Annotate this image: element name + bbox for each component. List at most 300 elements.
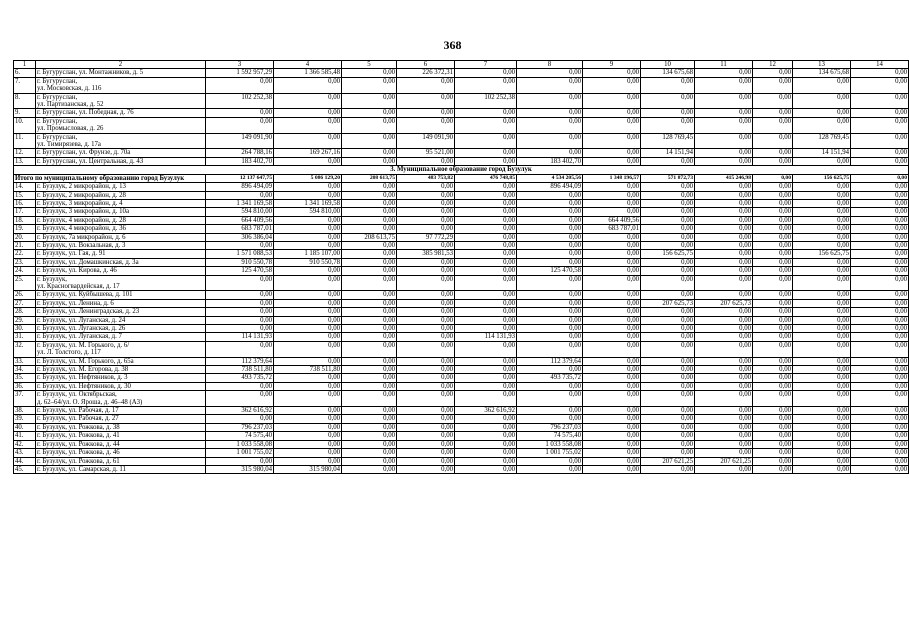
value-cell: 0,00 [455, 69, 517, 77]
value-cell: 664 409,56 [206, 216, 274, 224]
total-value: 5 086 129,20 [274, 174, 342, 182]
value-cell: 0,00 [753, 308, 793, 316]
value-cell: 0,00 [517, 191, 583, 199]
value-cell: 0,00 [583, 308, 641, 316]
row-address: г. Бузулук, ул. Рабочая, д. 27 [36, 415, 206, 423]
value-cell: 0,00 [583, 440, 641, 448]
value-cell: 0,00 [455, 341, 517, 357]
header-cell: 9 [583, 61, 641, 69]
value-cell: 0,00 [274, 299, 342, 307]
value-cell: 0,00 [517, 316, 583, 324]
value-cell: 0,00 [455, 374, 517, 382]
value-cell: 0,00 [753, 457, 793, 465]
value-cell: 0,00 [517, 216, 583, 224]
value-cell: 0,00 [753, 233, 793, 241]
value-cell: 0,00 [455, 157, 517, 165]
value-cell: 125 470,58 [206, 267, 274, 275]
value-cell: 14 151,94 [793, 149, 851, 157]
value-cell: 796 237,03 [517, 423, 583, 431]
value-cell: 0,00 [455, 308, 517, 316]
row-number: 13. [14, 157, 36, 165]
value-cell: 0,00 [641, 407, 695, 415]
value-cell: 0,00 [455, 258, 517, 266]
value-cell: 0,00 [753, 374, 793, 382]
data-table [13, 60, 909, 474]
value-cell: 0,00 [793, 325, 851, 333]
value-cell: 0,00 [753, 191, 793, 199]
value-cell: 0,00 [793, 291, 851, 299]
value-cell: 0,00 [753, 423, 793, 431]
value-cell: 0,00 [583, 208, 641, 216]
row-address: г. Бузулук, ул. Рожкова, д. 46 [36, 449, 206, 457]
value-cell: 0,00 [517, 291, 583, 299]
value-cell: 0,00 [851, 308, 909, 316]
value-cell: 0,00 [851, 109, 909, 117]
value-cell: 0,00 [274, 374, 342, 382]
value-cell: 0,00 [753, 275, 793, 291]
value-cell: 0,00 [206, 299, 274, 307]
value-cell: 0,00 [397, 308, 455, 316]
value-cell: 0,00 [695, 325, 753, 333]
total-row [14, 174, 909, 182]
value-cell: 0,00 [641, 357, 695, 365]
row-number: 11. [14, 133, 36, 149]
value-cell: 0,00 [851, 357, 909, 365]
value-cell: 0,00 [583, 407, 641, 415]
value-cell: 0,00 [695, 93, 753, 109]
row-number: 32. [14, 341, 36, 357]
value-cell: 0,00 [583, 157, 641, 165]
value-cell: 0,00 [342, 374, 397, 382]
value-cell: 0,00 [206, 291, 274, 299]
total-value: 4 534 205,56 [517, 174, 583, 182]
table-row [14, 157, 909, 165]
value-cell: 0,00 [851, 407, 909, 415]
value-cell: 0,00 [583, 415, 641, 423]
section-row [14, 166, 909, 174]
table-row [14, 133, 909, 149]
value-cell: 169 267,16 [274, 149, 342, 157]
value-cell: 0,00 [695, 267, 753, 275]
value-cell: 0,00 [851, 250, 909, 258]
value-cell: 0,00 [397, 77, 455, 93]
value-cell: 0,00 [455, 316, 517, 324]
value-cell: 0,00 [793, 109, 851, 117]
page-number: 368 [443, 38, 462, 52]
value-cell: 0,00 [206, 275, 274, 291]
value-cell: 0,00 [397, 374, 455, 382]
table-row [14, 199, 909, 207]
value-cell: 0,00 [793, 216, 851, 224]
total-value: 1 348 196,57 [583, 174, 641, 182]
value-cell: 0,00 [851, 241, 909, 249]
value-cell: 0,00 [695, 391, 753, 407]
value-cell: 0,00 [274, 333, 342, 341]
value-cell: 0,00 [342, 333, 397, 341]
value-cell: 1 571 088,53 [206, 250, 274, 258]
value-cell: 0,00 [793, 357, 851, 365]
value-cell: 0,00 [342, 366, 397, 374]
value-cell: 0,00 [517, 77, 583, 93]
value-cell: 0,00 [793, 382, 851, 390]
row-address: г. Бузулук, ул. Рожкова, д. 38 [36, 423, 206, 431]
value-cell: 0,00 [641, 415, 695, 423]
value-cell: 0,00 [793, 407, 851, 415]
value-cell: 0,00 [753, 267, 793, 275]
value-cell: 0,00 [274, 275, 342, 291]
value-cell: 0,00 [851, 191, 909, 199]
row-address: г. Бузулук, 2 микрорайон, д. 28 [36, 191, 206, 199]
row-address: г. Бузулук, 4 микрорайон, д. 36 [36, 225, 206, 233]
row-address: г. Бузулук, ул. Рабочая, д. 17 [36, 407, 206, 415]
value-cell: 0,00 [342, 225, 397, 233]
value-cell: 0,00 [274, 391, 342, 407]
value-cell: 156 625,75 [641, 250, 695, 258]
header-cell: 6 [397, 61, 455, 69]
value-cell: 0,00 [583, 191, 641, 199]
value-cell: 0,00 [793, 465, 851, 473]
value-cell: 0,00 [342, 258, 397, 266]
header-cell: 14 [851, 61, 909, 69]
value-cell: 0,00 [583, 432, 641, 440]
table-row [14, 117, 909, 133]
value-cell: 0,00 [342, 216, 397, 224]
value-cell: 0,00 [793, 208, 851, 216]
row-address: г. Бузулук, 2 микрорайон, д. 13 [36, 183, 206, 191]
value-cell: 0,00 [583, 325, 641, 333]
total-value: 0,00 [753, 174, 793, 182]
value-cell: 0,00 [397, 423, 455, 431]
value-cell: 0,00 [397, 449, 455, 457]
value-cell: 0,00 [342, 250, 397, 258]
row-number: 40. [14, 423, 36, 431]
value-cell: 0,00 [206, 316, 274, 324]
value-cell: 0,00 [206, 241, 274, 249]
value-cell: 0,00 [583, 316, 641, 324]
value-cell: 0,00 [753, 133, 793, 149]
value-cell: 0,00 [793, 183, 851, 191]
value-cell: 0,00 [455, 233, 517, 241]
value-cell: 0,00 [397, 407, 455, 415]
table-row [14, 423, 909, 431]
row-address: г. Бузулук, ул. Домашкинская, д. 3а [36, 258, 206, 266]
value-cell: 0,00 [397, 341, 455, 357]
value-cell: 0,00 [397, 333, 455, 341]
value-cell: 1 366 585,48 [274, 69, 342, 77]
section-title: 3. Муниципальное образование город Бузулук [14, 166, 909, 174]
value-cell: 0,00 [851, 267, 909, 275]
value-cell: 0,00 [397, 432, 455, 440]
value-cell: 594 810,00 [206, 208, 274, 216]
value-cell: 0,00 [641, 325, 695, 333]
value-cell: 0,00 [793, 423, 851, 431]
value-cell: 0,00 [397, 366, 455, 374]
value-cell: 0,00 [793, 432, 851, 440]
value-cell: 0,00 [793, 77, 851, 93]
row-address: г. Бузулук, ул. Октябрьская, д. 62–64/ул. О. Яроша, д. 46–48 (А3) [36, 391, 206, 407]
value-cell: 0,00 [455, 457, 517, 465]
value-cell: 0,00 [342, 93, 397, 109]
value-cell: 1 001 755,02 [517, 449, 583, 457]
value-cell: 0,00 [695, 225, 753, 233]
value-cell: 0,00 [851, 93, 909, 109]
row-number: 31. [14, 333, 36, 341]
value-cell: 0,00 [641, 366, 695, 374]
header-cell: 12 [753, 61, 793, 69]
value-cell: 0,00 [695, 415, 753, 423]
total-value: 415 246,98 [695, 174, 753, 182]
value-cell: 0,00 [342, 316, 397, 324]
value-cell: 0,00 [753, 208, 793, 216]
header-cell: 10 [641, 61, 695, 69]
value-cell: 0,00 [695, 208, 753, 216]
table-row [14, 465, 909, 473]
value-cell: 0,00 [753, 69, 793, 77]
value-cell: 0,00 [583, 133, 641, 149]
value-cell: 0,00 [455, 117, 517, 133]
value-cell: 0,00 [517, 308, 583, 316]
value-cell: 0,00 [455, 267, 517, 275]
value-cell: 0,00 [342, 191, 397, 199]
value-cell: 0,00 [851, 449, 909, 457]
value-cell: 0,00 [695, 77, 753, 93]
header-cell: 1 [14, 61, 36, 69]
value-cell: 1 033 558,08 [206, 440, 274, 448]
row-address: г. Бузулук, ул. Ленинградская, д. 23 [36, 308, 206, 316]
row-address: г. Бузулук, ул. Рожкова, д. 61 [36, 457, 206, 465]
value-cell: 0,00 [851, 299, 909, 307]
value-cell: 0,00 [793, 93, 851, 109]
value-cell: 362 616,92 [206, 407, 274, 415]
value-cell: 0,00 [206, 325, 274, 333]
value-cell: 0,00 [851, 117, 909, 133]
value-cell: 0,00 [641, 241, 695, 249]
value-cell: 0,00 [455, 366, 517, 374]
value-cell: 0,00 [397, 275, 455, 291]
value-cell: 0,00 [397, 382, 455, 390]
value-cell: 0,00 [583, 449, 641, 457]
value-cell: 0,00 [583, 333, 641, 341]
value-cell: 0,00 [583, 465, 641, 473]
value-cell: 0,00 [753, 357, 793, 365]
row-address: г. Бузулук, ул. М. Горького, д. 65а [36, 357, 206, 365]
value-cell: 0,00 [455, 199, 517, 207]
total-value: 208 613,75 [342, 174, 397, 182]
value-cell: 112 379,64 [206, 357, 274, 365]
value-cell: 74 575,40 [206, 432, 274, 440]
value-cell: 0,00 [397, 157, 455, 165]
row-address: г. Бугуруслан, ул. Центральная, д. 43 [36, 157, 206, 165]
value-cell: 0,00 [274, 233, 342, 241]
total-value: 476 748,85 [455, 174, 517, 182]
value-cell: 0,00 [397, 357, 455, 365]
value-cell: 0,00 [793, 233, 851, 241]
row-number: 29. [14, 316, 36, 324]
table-row [14, 258, 909, 266]
value-cell: 0,00 [793, 241, 851, 249]
value-cell: 0,00 [695, 69, 753, 77]
value-cell: 0,00 [455, 299, 517, 307]
value-cell: 0,00 [342, 291, 397, 299]
value-cell: 0,00 [517, 109, 583, 117]
value-cell: 0,00 [455, 216, 517, 224]
table-row [14, 149, 909, 157]
value-cell: 128 769,45 [793, 133, 851, 149]
value-cell: 493 735,72 [517, 374, 583, 382]
value-cell: 0,00 [517, 69, 583, 77]
table-row [14, 275, 909, 291]
value-cell: 0,00 [274, 432, 342, 440]
row-number: 10. [14, 117, 36, 133]
table-row [14, 191, 909, 199]
value-cell: 0,00 [753, 391, 793, 407]
value-cell: 0,00 [793, 374, 851, 382]
value-cell: 0,00 [342, 199, 397, 207]
value-cell: 315 980,04 [206, 465, 274, 473]
row-number: 14. [14, 183, 36, 191]
row-number: 42. [14, 440, 36, 448]
row-address: г. Бузулук, ул. Вокзальная, д. 3 [36, 241, 206, 249]
value-cell: 0,00 [455, 133, 517, 149]
value-cell: 0,00 [274, 423, 342, 431]
value-cell: 0,00 [753, 291, 793, 299]
value-cell: 0,00 [851, 69, 909, 77]
value-cell: 0,00 [206, 77, 274, 93]
value-cell: 683 787,01 [206, 225, 274, 233]
value-cell: 0,00 [274, 241, 342, 249]
value-cell: 0,00 [342, 109, 397, 117]
value-cell: 0,00 [851, 382, 909, 390]
value-cell: 0,00 [517, 225, 583, 233]
value-cell: 0,00 [274, 117, 342, 133]
value-cell: 0,00 [695, 432, 753, 440]
value-cell: 0,00 [206, 117, 274, 133]
value-cell: 0,00 [455, 382, 517, 390]
table-row [14, 241, 909, 249]
value-cell: 738 511,80 [274, 366, 342, 374]
value-cell: 226 372,31 [397, 69, 455, 77]
value-cell: 0,00 [517, 241, 583, 249]
row-number: 19. [14, 225, 36, 233]
value-cell: 0,00 [851, 325, 909, 333]
value-cell: 102 252,38 [455, 93, 517, 109]
value-cell: 0,00 [342, 440, 397, 448]
value-cell: 0,00 [753, 299, 793, 307]
value-cell: 0,00 [517, 275, 583, 291]
value-cell: 0,00 [206, 308, 274, 316]
value-cell: 0,00 [274, 267, 342, 275]
value-cell: 0,00 [641, 109, 695, 117]
value-cell: 0,00 [753, 199, 793, 207]
value-cell: 0,00 [851, 133, 909, 149]
value-cell: 134 675,68 [641, 69, 695, 77]
value-cell: 0,00 [641, 225, 695, 233]
value-cell: 0,00 [342, 465, 397, 473]
row-address: г. Бузулук, ул. Луганская, д. 7 [36, 333, 206, 341]
value-cell: 1 341 169,58 [274, 199, 342, 207]
value-cell: 0,00 [695, 333, 753, 341]
value-cell: 0,00 [695, 275, 753, 291]
value-cell: 0,00 [695, 308, 753, 316]
value-cell: 95 521,00 [397, 149, 455, 157]
header-cell: 4 [274, 61, 342, 69]
value-cell: 0,00 [793, 333, 851, 341]
value-cell: 0,00 [641, 258, 695, 266]
value-cell: 0,00 [455, 415, 517, 423]
value-cell: 0,00 [342, 457, 397, 465]
row-address: г. Бузулук, ул. Луганская, д. 26 [36, 325, 206, 333]
value-cell: 0,00 [793, 391, 851, 407]
value-cell: 0,00 [641, 465, 695, 473]
value-cell: 0,00 [397, 267, 455, 275]
row-number: 20. [14, 233, 36, 241]
value-cell: 0,00 [397, 117, 455, 133]
row-number: 38. [14, 407, 36, 415]
value-cell: 0,00 [342, 117, 397, 133]
value-cell: 896 494,09 [206, 183, 274, 191]
row-address: г. Бугуруслан, ул. Победная, д. 76 [36, 109, 206, 117]
value-cell: 0,00 [851, 149, 909, 157]
value-cell: 0,00 [342, 432, 397, 440]
value-cell: 114 131,93 [206, 333, 274, 341]
value-cell: 0,00 [583, 291, 641, 299]
value-cell: 0,00 [274, 325, 342, 333]
value-cell: 0,00 [695, 366, 753, 374]
row-number: 23. [14, 258, 36, 266]
value-cell: 0,00 [695, 440, 753, 448]
value-cell: 0,00 [397, 391, 455, 407]
value-cell: 0,00 [274, 341, 342, 357]
value-cell: 0,00 [455, 423, 517, 431]
value-cell: 0,00 [695, 157, 753, 165]
row-number: 27. [14, 299, 36, 307]
row-address: г. Бузулук, ул. Нефтяников, д. 30 [36, 382, 206, 390]
value-cell: 0,00 [851, 258, 909, 266]
value-cell: 0,00 [455, 109, 517, 117]
value-cell: 0,00 [753, 333, 793, 341]
row-number: 9. [14, 109, 36, 117]
value-cell: 0,00 [583, 341, 641, 357]
value-cell: 0,00 [641, 191, 695, 199]
value-cell: 0,00 [455, 357, 517, 365]
value-cell: 0,00 [695, 423, 753, 431]
value-cell: 0,00 [517, 325, 583, 333]
value-cell: 0,00 [851, 316, 909, 324]
value-cell: 0,00 [342, 299, 397, 307]
value-cell: 102 252,38 [206, 93, 274, 109]
value-cell: 0,00 [583, 69, 641, 77]
value-cell: 1 033 558,08 [517, 440, 583, 448]
value-cell: 0,00 [517, 149, 583, 157]
value-cell: 0,00 [793, 258, 851, 266]
row-number: 30. [14, 325, 36, 333]
row-address: г. Бузулук, ул. М. Егорова, д. 38 [36, 366, 206, 374]
value-cell: 0,00 [793, 366, 851, 374]
value-cell: 0,00 [274, 157, 342, 165]
row-address: г. Бузулук, ул. Ленина, д. 6 [36, 299, 206, 307]
row-number: 16. [14, 199, 36, 207]
value-cell: 0,00 [793, 117, 851, 133]
value-cell: 0,00 [342, 241, 397, 249]
total-value: 0,00 [851, 174, 909, 182]
value-cell: 0,00 [793, 299, 851, 307]
row-number: 6. [14, 69, 36, 77]
value-cell: 0,00 [397, 258, 455, 266]
row-number: 12. [14, 149, 36, 157]
table-row [14, 440, 909, 448]
value-cell: 0,00 [695, 133, 753, 149]
value-cell: 0,00 [342, 308, 397, 316]
